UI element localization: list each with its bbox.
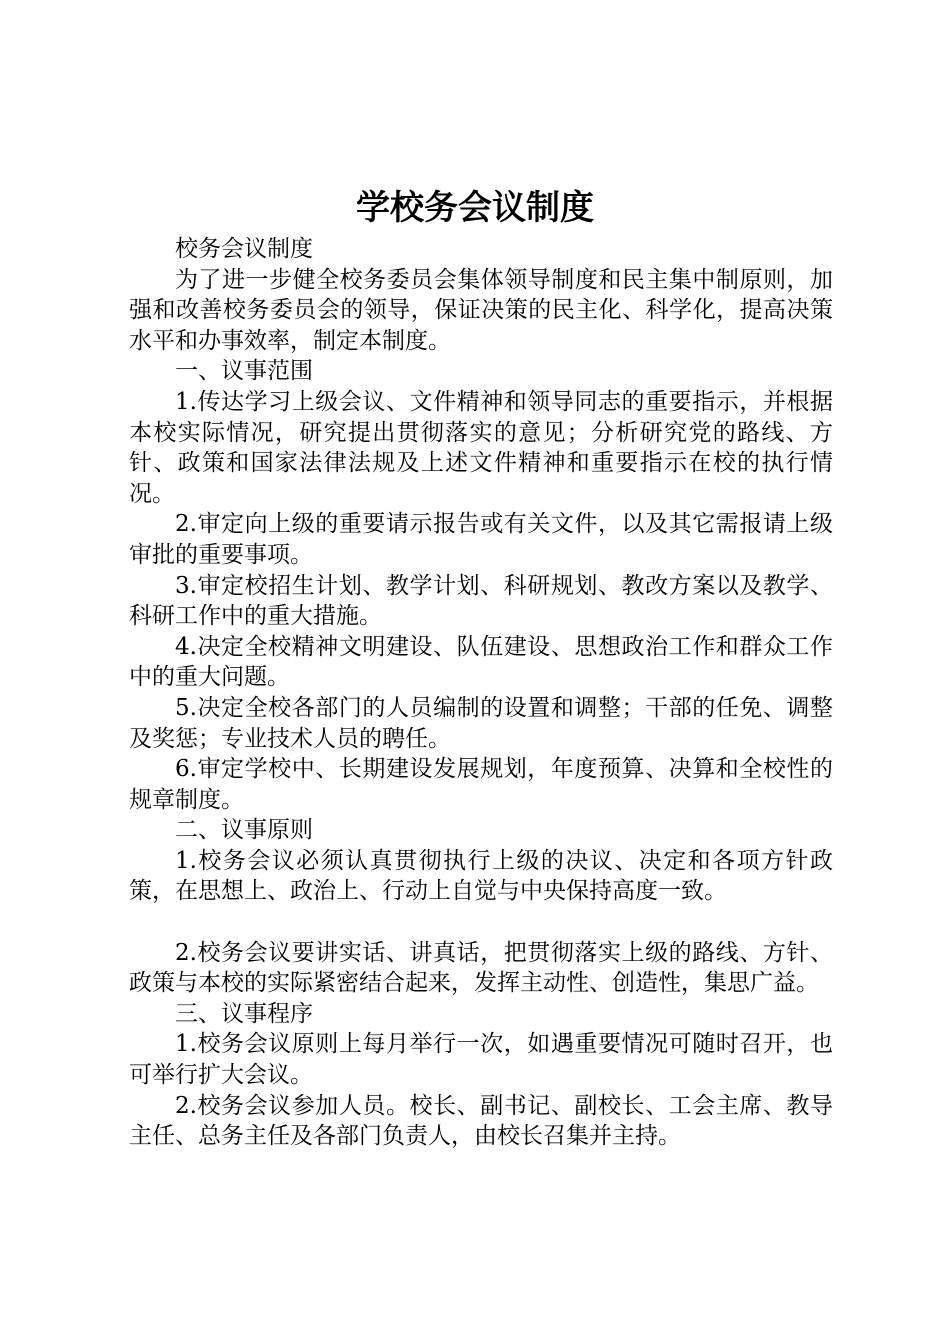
paragraph-scope-6: 6.审定学校中、长期建设发展规划，年度预算、决算和全校性的规章制度。: [129, 756, 833, 813]
paragraph-procedure-1: 1.校务会议原则上每月举行一次，如遇重要情况可随时召开，也可举行扩大会议。: [129, 1031, 833, 1089]
document-body: [129, 234, 833, 1152]
paragraph-scope-3: 3.审定校招生计划、教学计划、科研规划、教改方案以及教学、科研工作中的重大措施。: [129, 572, 833, 630]
paragraph-scope-1: 1.传达学习上级会议、文件精神和领导同志的重要指示，并根据本校实际情况，研究提出贯彻落实的意见；分析研究党的路线、方针、政策和国家法律法规及上述文件精神和重要指示在校的执行情况。: [129, 388, 833, 507]
section-heading-procedure: 三、议事程序: [175, 1000, 313, 1027]
document-title: 学校务会议制度: [356, 188, 594, 228]
paragraph-scope-4: 4.决定全校精神文明建设、队伍建设、思想政治工作和群众工作中的重大问题。: [129, 633, 833, 691]
blank-line: [129, 907, 833, 938]
section-heading-scope: 一、议事范围: [175, 358, 313, 385]
paragraph-scope-2: 2.审定向上级的重要请示报告或有关文件，以及其它需报请上级审批的重要事项。: [129, 511, 833, 568]
paragraph-principle-1: 1.校务会议必须认真贯彻执行上级的决议、决定和各项方针政策，在思想上、政治上、行动上自觉与中央保持高度一致。: [129, 847, 833, 905]
paragraph-scope-5: 5.决定全校各部门的人员编制的设置和调整；干部的任免、调整及奖惩；专业技术人员的聘任。: [129, 694, 833, 752]
section-heading-principles: 二、议事原则: [175, 817, 313, 844]
paragraph-subtitle: 校务会议制度: [175, 236, 313, 262]
paragraph-procedure-2: 2.校务会议参加人员。校长、副书记、副校长、工会主席、教导主任、总务主任及各部门负责人，由校长召集并主持。: [129, 1092, 833, 1150]
paragraph-intro: 为了进一步健全校务委员会集体领导制度和民主集中制原则，加强和改善校务委员会的领导，保证决策的民主化、科学化，提高决策水平和办事效率，制定本制度。: [129, 266, 833, 354]
paragraph-principle-2: 2.校务会议要讲实话、讲真话，把贯彻落实上级的路线、方针、政策与本校的实际紧密结合起来，发挥主动性、创造性，集思广益。: [129, 939, 833, 997]
